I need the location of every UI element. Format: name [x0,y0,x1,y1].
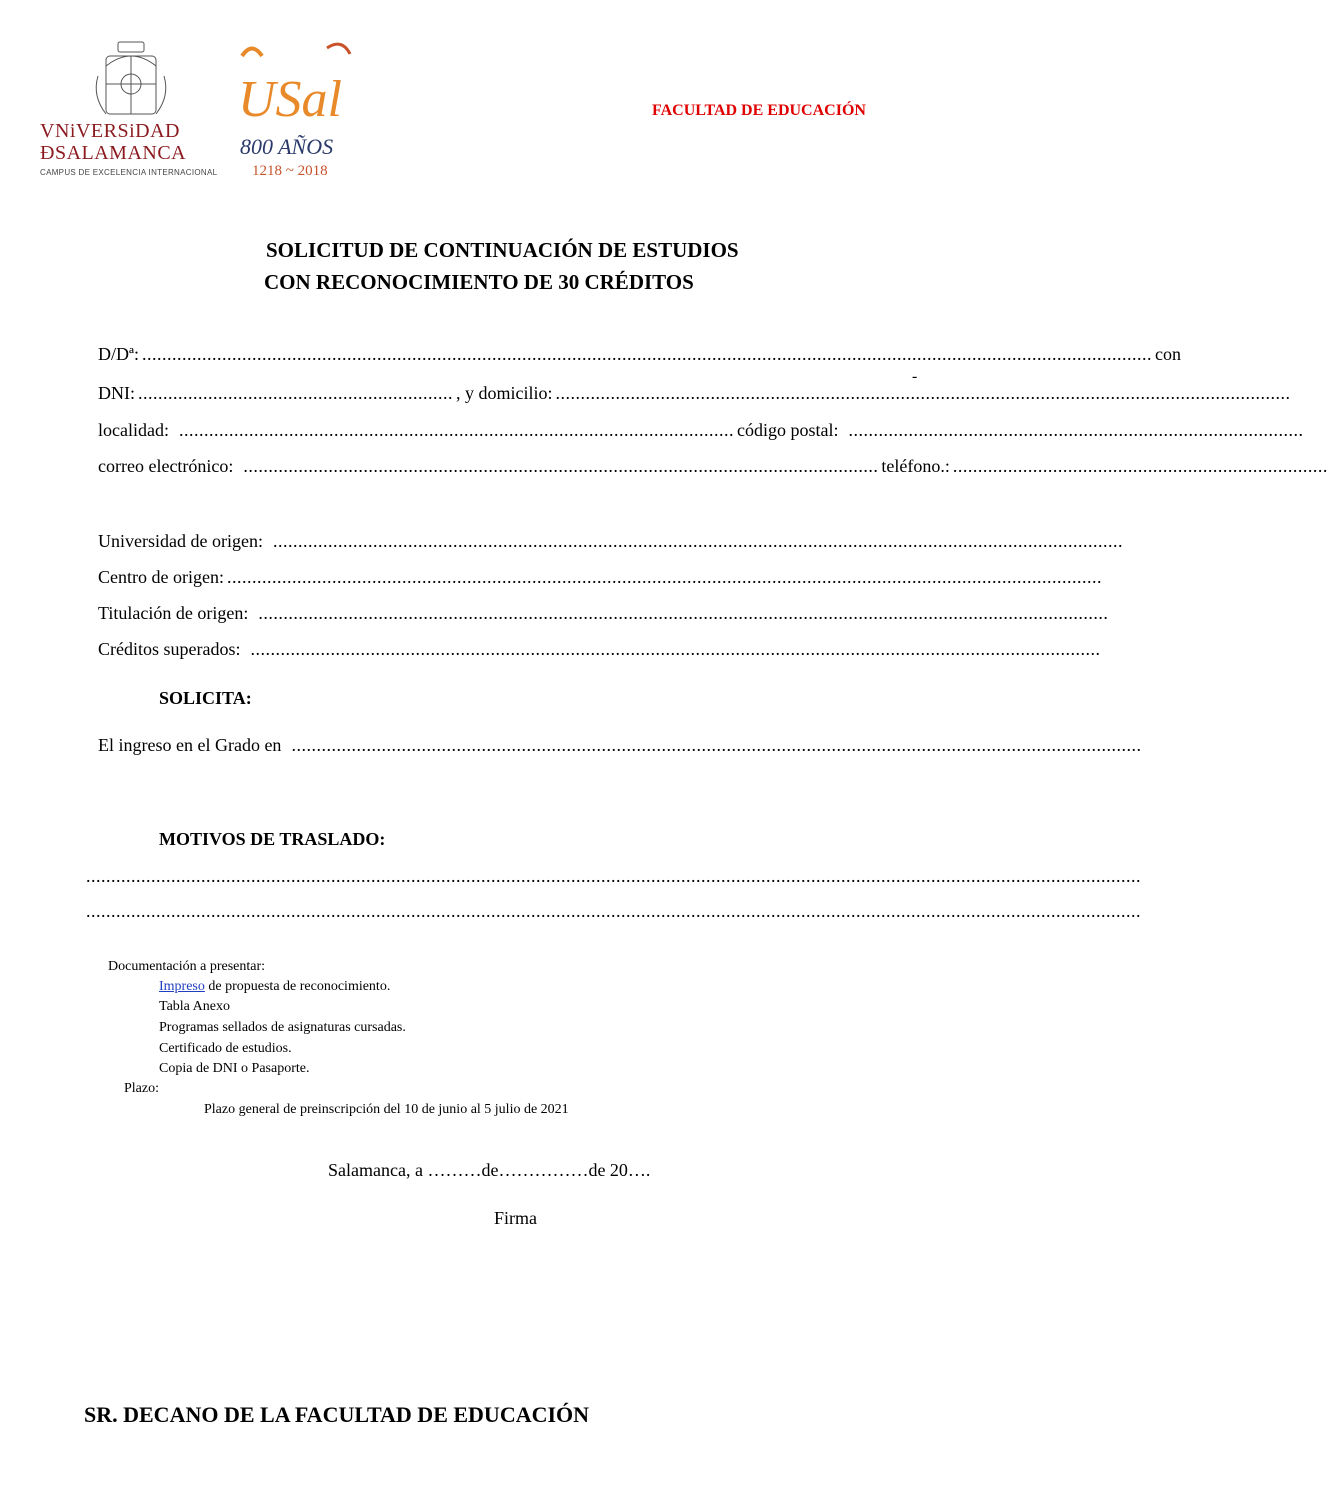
anniversary-label: 800 AÑOS [240,134,334,159]
origin-university-label: Universidad de origen: [98,531,263,551]
name-label: D/Dª: [98,344,139,364]
documentation-item-3: Programas sellados de asignaturas cursadas. [159,1020,406,1035]
documentation-item-5: Copia de DNI o Pasaporte. [159,1061,310,1076]
dni-field-row[interactable] [98,383,1291,404]
credits-fill-line[interactable]: .......................................................................................................................................................................... [250,639,1101,659]
origin-center-fill-line[interactable]: ............................................................................................................................................................................... [226,567,1102,587]
origin-degree-fill-line[interactable]: .......................................................................................................................................................................... [258,603,1109,623]
anniversary-logo-text: USal [238,71,342,128]
phone-fill-line[interactable]: ........................................................................... [952,456,1328,476]
name-field-row[interactable] [98,344,1181,365]
place-date: Salamanca, a ………de……………de 20…. [328,1160,651,1180]
name-suffix: con [1154,344,1181,364]
documentation-item-1-text: de propuesta de reconocimiento. [204,979,391,994]
postal-code-fill-line[interactable]: ........................................................................................... [848,420,1304,440]
form-title-line1: SOLICITUD DE CONTINUACIÓN DE ESTUDIOS [266,238,739,262]
dni-label: DNI: [98,383,135,403]
reasons-fill-line-1[interactable]: ................................................................................................................................................................................................................... [86,866,1141,886]
degree-request-fill-line[interactable]: .......................................................................................................................................................................... [291,735,1142,755]
locality-field-row[interactable] [98,420,1304,441]
signature-label: Firma [494,1208,537,1228]
origin-degree-row[interactable] [98,603,1109,624]
email-fill-line[interactable]: ............................................................................................................................... [243,456,879,476]
degree-request-row[interactable] [98,735,1142,756]
email-label: correo electrónico: [98,456,234,476]
deadline-text: Plazo general de preinscripción del 10 de junio al 5 julio de 2021 [204,1102,569,1117]
anniversary-years: 1218 ~ 2018 [252,163,328,179]
reasons-line-2[interactable] [86,901,1141,922]
university-name: VNiVERSiDAD ÐSALAMANCA [40,120,187,164]
reasons-heading: MOTIVOS DE TRASLADO: [159,829,386,849]
locality-label: localidad: [98,420,169,440]
reasons-line-1[interactable] [86,866,1141,887]
faculty-header: FACULTAD DE EDUCACIÓN [652,102,866,119]
dni-fill-line[interactable]: ............................................................... [138,383,453,403]
origin-center-row[interactable] [98,567,1102,588]
reasons-fill-line-2[interactable]: ................................................................................................................................................................................................................... [86,901,1141,921]
origin-university-row[interactable] [98,531,1123,552]
credits-label: Créditos superados: [98,639,241,659]
form-link[interactable]: Impreso [159,979,205,994]
form-title-line2: CON RECONOCIMIENTO DE 30 CRÉDITOS [264,270,694,294]
degree-request-label: El ingreso en el Grado en [98,735,282,755]
deadline-label: Plazo: [124,1081,159,1096]
request-heading: SOLICITA: [159,688,252,708]
address-fill-line[interactable]: ................................................................................................................................................... [555,383,1291,403]
origin-degree-label: Titulación de origen: [98,603,249,623]
documentation-item-1 [159,979,390,995]
documentation-item-4: Certificado de estudios. [159,1041,292,1056]
credits-row[interactable] [98,639,1101,660]
phone-label: teléfono.: [881,456,950,476]
addressee: SR. DECANO DE LA FACULTAD DE EDUCACIÓN [84,1402,590,1427]
name-fill-line[interactable]: .......................................................................................................................................................................................................... [141,344,1152,364]
line-dash: - [912,368,918,385]
university-campus-label: CAMPUS DE EXCELENCIA INTERNACIONAL [40,168,218,177]
origin-center-label: Centro de origen: [98,567,224,587]
address-label: , y domicilio: [456,383,553,403]
documentation-item-2: Tabla Anexo [159,999,230,1014]
locality-fill-line[interactable]: ............................................................................................................... [178,420,734,440]
documentation-heading: Documentación a presentar: [108,959,266,974]
email-field-row[interactable] [98,456,1328,477]
origin-university-fill-line[interactable]: .......................................................................................................................................................................... [272,531,1123,551]
postal-code-label: código postal: [736,420,839,440]
